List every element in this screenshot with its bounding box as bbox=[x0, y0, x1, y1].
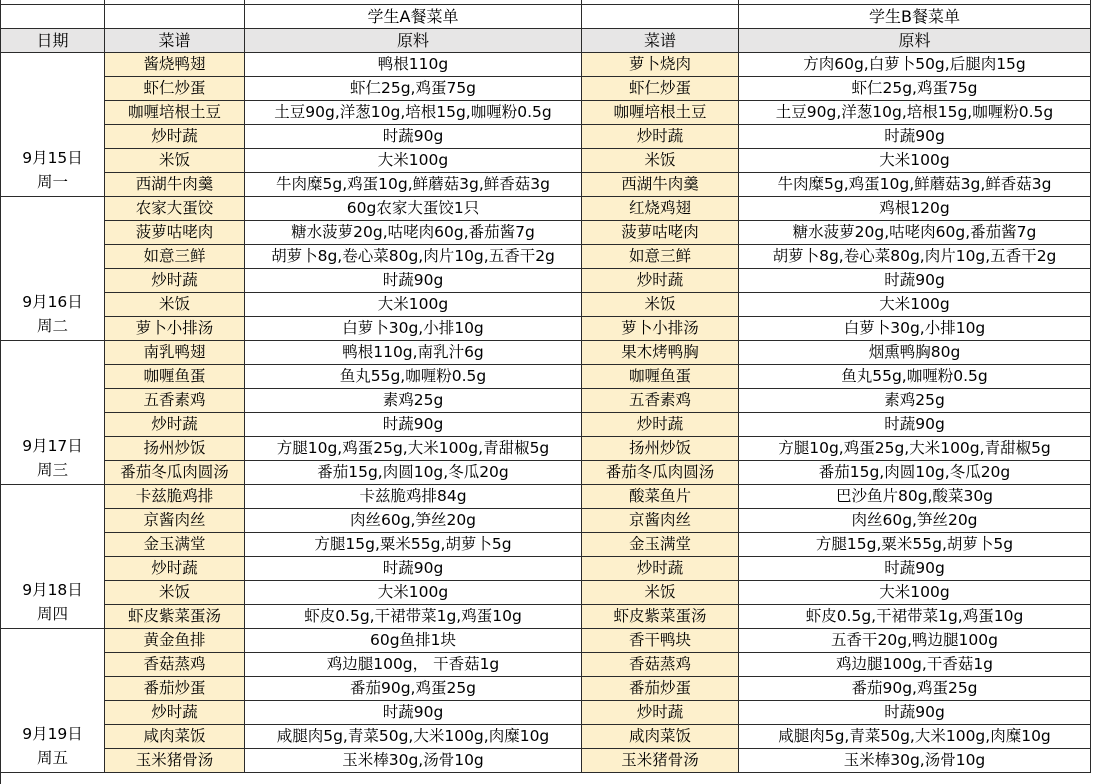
weekday-label: 周五 bbox=[36, 749, 68, 767]
b-dish-cell[interactable]: 咖喱培根土豆 bbox=[582, 101, 739, 125]
weekday-label: 周三 bbox=[36, 461, 68, 479]
b-ingredients-cell[interactable]: 时蔬90g bbox=[739, 125, 1091, 149]
menu-row bbox=[1, 245, 1091, 269]
menu-row bbox=[1, 101, 1091, 125]
a-dish-cell[interactable]: 炒时蔬 bbox=[105, 125, 245, 149]
b-ingredients-cell[interactable]: 大米100g bbox=[739, 581, 1091, 605]
menu-row bbox=[1, 269, 1091, 293]
b-dish-cell[interactable]: 金玉满堂 bbox=[582, 533, 739, 557]
blank-cell[interactable] bbox=[1, 5, 105, 29]
b-ingredients-cell[interactable]: 白萝卜30g,小排10g bbox=[739, 317, 1091, 341]
menu-row bbox=[1, 221, 1091, 245]
b-dish-cell[interactable]: 五香素鸡 bbox=[582, 389, 739, 413]
a-ingredients-cell[interactable]: 番茄15g,肉圆10g,冬瓜20g bbox=[245, 461, 582, 485]
weekday-label: 周一 bbox=[36, 173, 68, 191]
b-dish-cell[interactable]: 西湖牛肉羹 bbox=[582, 173, 739, 197]
a-ingredients-cell[interactable]: 60g农家大蛋饺1只 bbox=[245, 197, 582, 221]
menu-row bbox=[1, 509, 1091, 533]
a-dish-cell[interactable]: 西湖牛肉羹 bbox=[105, 173, 245, 197]
b-ingredients-cell[interactable]: 鱼丸55g,咖喱粉0.5g bbox=[739, 365, 1091, 389]
menu-b-title[interactable]: 学生B餐菜单 bbox=[739, 5, 1091, 29]
b-ingredients-cell[interactable]: 胡萝卜8g,卷心菜80g,肉片10g,五香干2g bbox=[739, 245, 1091, 269]
b-ingredients-cell[interactable]: 烟熏鸭胸80g bbox=[739, 341, 1091, 365]
b-ingredients-cell[interactable]: 鸡边腿100g,干香菇1g bbox=[739, 653, 1091, 677]
a-dish-cell[interactable]: 玉米猪骨汤 bbox=[105, 749, 245, 773]
a-dish-cell[interactable]: 农家大蛋饺 bbox=[105, 197, 245, 221]
menu-row bbox=[1, 605, 1091, 629]
a-ingredients-cell[interactable]: 胡萝卜8g,卷心菜80g,肉片10g,五香干2g bbox=[245, 245, 582, 269]
header-date[interactable]: 日期 bbox=[1, 29, 105, 53]
a-dish-cell[interactable]: 酱烧鸭翅 bbox=[105, 53, 245, 77]
menu-row bbox=[1, 413, 1091, 437]
a-dish-cell[interactable]: 金玉满堂 bbox=[105, 533, 245, 557]
weekday-label: 周四 bbox=[36, 605, 68, 623]
menu-row bbox=[1, 125, 1091, 149]
b-dish-cell[interactable]: 番茄炒蛋 bbox=[582, 677, 739, 701]
b-dish-cell[interactable]: 扬州炒饭 bbox=[582, 437, 739, 461]
b-dish-cell[interactable]: 如意三鲜 bbox=[582, 245, 739, 269]
b-ingredients-cell[interactable]: 方肉60g,白萝卜50g,后腿肉15g bbox=[739, 53, 1091, 77]
date-label: 9月18日 bbox=[22, 581, 83, 599]
a-dish-cell[interactable]: 炒时蔬 bbox=[105, 701, 245, 725]
a-dish-cell[interactable]: 京酱肉丝 bbox=[105, 509, 245, 533]
menu-row bbox=[1, 149, 1091, 173]
b-dish-cell[interactable]: 咖喱鱼蛋 bbox=[582, 365, 739, 389]
b-ingredients-cell[interactable]: 时蔬90g bbox=[739, 557, 1091, 581]
b-ingredients-cell[interactable]: 大米100g bbox=[739, 293, 1091, 317]
a-ingredients-cell[interactable]: 白萝卜30g,小排10g bbox=[245, 317, 582, 341]
a-dish-cell[interactable]: 米饭 bbox=[105, 293, 245, 317]
menu-row bbox=[1, 629, 1091, 653]
a-dish-cell[interactable]: 香菇蒸鸡 bbox=[105, 653, 245, 677]
a-dish-cell[interactable]: 五香素鸡 bbox=[105, 389, 245, 413]
a-ingredients-cell[interactable]: 大米100g bbox=[245, 149, 582, 173]
a-ingredients-cell[interactable]: 时蔬90g bbox=[245, 701, 582, 725]
date-cell[interactable] bbox=[1, 53, 105, 197]
a-ingredients-cell[interactable]: 鱼丸55g,咖喱粉0.5g bbox=[245, 365, 582, 389]
b-dish-cell[interactable]: 米饭 bbox=[582, 293, 739, 317]
a-dish-cell[interactable]: 虾仁炒蛋 bbox=[105, 77, 245, 101]
b-dish-cell[interactable]: 菠萝咕咾肉 bbox=[582, 221, 739, 245]
a-ingredients-cell[interactable]: 时蔬90g bbox=[245, 125, 582, 149]
date-label: 9月19日 bbox=[22, 725, 83, 743]
blank-cell[interactable] bbox=[582, 5, 739, 29]
title-row bbox=[1, 5, 1091, 29]
b-ingredients-cell[interactable]: 咸腿肉5g,青菜50g,大米100g,肉糜10g bbox=[739, 725, 1091, 749]
a-ingredients-cell[interactable]: 素鸡25g bbox=[245, 389, 582, 413]
menu-row bbox=[1, 437, 1091, 461]
b-ingredients-cell[interactable]: 土豆90g,洋葱10g,培根15g,咖喱粉0.5g bbox=[739, 101, 1091, 125]
a-ingredients-cell[interactable]: 方腿15g,粟米55g,胡萝卜5g bbox=[245, 533, 582, 557]
b-dish-cell[interactable]: 虾仁炒蛋 bbox=[582, 77, 739, 101]
b-ingredients-cell[interactable]: 方腿10g,鸡蛋25g,大米100g,青甜椒5g bbox=[739, 437, 1091, 461]
b-ingredients-cell[interactable]: 时蔬90g bbox=[739, 701, 1091, 725]
b-dish-cell[interactable]: 番茄冬瓜肉圆汤 bbox=[582, 461, 739, 485]
b-ingredients-cell[interactable]: 虾皮0.5g,干裙带菜1g,鸡蛋10g bbox=[739, 605, 1091, 629]
a-dish-cell[interactable]: 咸肉菜饭 bbox=[105, 725, 245, 749]
a-ingredients-cell[interactable]: 方腿10g,鸡蛋25g,大米100g,青甜椒5g bbox=[245, 437, 582, 461]
a-ingredients-cell[interactable]: 牛肉糜5g,鸡蛋10g,鲜蘑菇3g,鲜香菇3g bbox=[245, 173, 582, 197]
a-dish-cell[interactable]: 黄金鱼排 bbox=[105, 629, 245, 653]
a-dish-cell[interactable]: 炒时蔬 bbox=[105, 269, 245, 293]
a-ingredients-cell[interactable]: 土豆90g,洋葱10g,培根15g,咖喱粉0.5g bbox=[245, 101, 582, 125]
a-ingredients-cell[interactable]: 虾仁25g,鸡蛋75g bbox=[245, 77, 582, 101]
weekday-label: 周二 bbox=[36, 317, 68, 335]
menu-row bbox=[1, 365, 1091, 389]
b-dish-cell[interactable]: 炒时蔬 bbox=[582, 125, 739, 149]
b-ingredients-cell[interactable]: 时蔬90g bbox=[739, 269, 1091, 293]
a-ingredients-cell[interactable]: 卡兹脆鸡排84g bbox=[245, 485, 582, 509]
menu-row bbox=[1, 725, 1091, 749]
b-dish-cell[interactable]: 红烧鸡翅 bbox=[582, 197, 739, 221]
menu-row bbox=[1, 293, 1091, 317]
header-row bbox=[1, 29, 1091, 53]
menu-row bbox=[1, 389, 1091, 413]
b-ingredients-cell[interactable]: 大米100g bbox=[739, 149, 1091, 173]
a-ingredients-cell[interactable]: 肉丝60g,笋丝20g bbox=[245, 509, 582, 533]
a-ingredients-cell[interactable]: 鸭根110g bbox=[245, 53, 582, 77]
a-ingredients-cell[interactable]: 玉米棒30g,汤骨10g bbox=[245, 749, 582, 773]
a-dish-cell[interactable]: 炒时蔬 bbox=[105, 557, 245, 581]
b-dish-cell[interactable]: 炒时蔬 bbox=[582, 701, 739, 725]
date-cell[interactable] bbox=[1, 341, 105, 485]
date-cell[interactable] bbox=[1, 485, 105, 629]
date-label: 9月17日 bbox=[22, 437, 83, 455]
b-dish-cell[interactable]: 炒时蔬 bbox=[582, 269, 739, 293]
header-a-ingredients[interactable]: 原料 bbox=[245, 29, 582, 53]
header-b-dish[interactable]: 菜谱 bbox=[582, 29, 739, 53]
a-ingredients-cell[interactable]: 时蔬90g bbox=[245, 413, 582, 437]
b-dish-cell[interactable]: 萝卜烧肉 bbox=[582, 53, 739, 77]
b-ingredients-cell[interactable]: 虾仁25g,鸡蛋75g bbox=[739, 77, 1091, 101]
b-ingredients-cell[interactable]: 糖水菠萝20g,咕咾肉60g,番茄酱7g bbox=[739, 221, 1091, 245]
a-dish-cell[interactable]: 萝卜小排汤 bbox=[105, 317, 245, 341]
b-dish-cell[interactable]: 香菇蒸鸡 bbox=[582, 653, 739, 677]
menu-row bbox=[1, 317, 1091, 341]
a-ingredients-cell[interactable]: 时蔬90g bbox=[245, 269, 582, 293]
a-ingredients-cell[interactable]: 大米100g bbox=[245, 581, 582, 605]
menu-row bbox=[1, 749, 1091, 773]
a-dish-cell[interactable]: 如意三鲜 bbox=[105, 245, 245, 269]
a-ingredients-cell[interactable]: 糖水菠萝20g,咕咾肉60g,番茄酱7g bbox=[245, 221, 582, 245]
a-dish-cell[interactable]: 虾皮紫菜蛋汤 bbox=[105, 605, 245, 629]
a-ingredients-cell[interactable]: 虾皮0.5g,干裙带菜1g,鸡蛋10g bbox=[245, 605, 582, 629]
a-dish-cell[interactable]: 南乳鸭翅 bbox=[105, 341, 245, 365]
menu-row bbox=[1, 701, 1091, 725]
a-dish-cell[interactable]: 咖喱培根土豆 bbox=[105, 101, 245, 125]
b-ingredients-cell[interactable]: 素鸡25g bbox=[739, 389, 1091, 413]
a-ingredients-cell[interactable]: 番茄90g,鸡蛋25g bbox=[245, 677, 582, 701]
menu-a-title[interactable]: 学生A餐菜单 bbox=[245, 5, 582, 29]
a-dish-cell[interactable]: 咖喱鱼蛋 bbox=[105, 365, 245, 389]
a-dish-cell[interactable]: 菠萝咕咾肉 bbox=[105, 221, 245, 245]
header-a-dish[interactable]: 菜谱 bbox=[105, 29, 245, 53]
a-dish-cell[interactable]: 番茄炒蛋 bbox=[105, 677, 245, 701]
a-dish-cell[interactable]: 米饭 bbox=[105, 149, 245, 173]
b-dish-cell[interactable]: 炒时蔬 bbox=[582, 413, 739, 437]
a-ingredients-cell[interactable]: 大米100g bbox=[245, 293, 582, 317]
a-ingredients-cell[interactable]: 鸭根110g,南乳汁6g bbox=[245, 341, 582, 365]
b-dish-cell[interactable]: 酸菜鱼片 bbox=[582, 485, 739, 509]
b-dish-cell[interactable]: 玉米猪骨汤 bbox=[582, 749, 739, 773]
a-dish-cell[interactable]: 扬州炒饭 bbox=[105, 437, 245, 461]
date-label: 9月16日 bbox=[22, 293, 83, 311]
menu-row bbox=[1, 581, 1091, 605]
menu-row bbox=[1, 461, 1091, 485]
menu-row bbox=[1, 53, 1091, 77]
b-dish-cell[interactable]: 萝卜小排汤 bbox=[582, 317, 739, 341]
b-ingredients-cell[interactable]: 牛肉糜5g,鸡蛋10g,鲜蘑菇3g,鲜香菇3g bbox=[739, 173, 1091, 197]
b-ingredients-cell[interactable]: 番茄90g,鸡蛋25g bbox=[739, 677, 1091, 701]
blank-cell[interactable] bbox=[105, 5, 245, 29]
menu-row bbox=[1, 197, 1091, 221]
b-ingredients-cell[interactable]: 玉米棒30g,汤骨10g bbox=[739, 749, 1091, 773]
date-label: 9月15日 bbox=[22, 149, 83, 167]
menu-row bbox=[1, 485, 1091, 509]
a-dish-cell[interactable]: 番茄冬瓜肉圆汤 bbox=[105, 461, 245, 485]
a-ingredients-cell[interactable]: 60g鱼排1块 bbox=[245, 629, 582, 653]
date-cell[interactable] bbox=[1, 197, 105, 341]
b-dish-cell[interactable]: 米饭 bbox=[582, 581, 739, 605]
b-ingredients-cell[interactable]: 番茄15g,肉圆10g,冬瓜20g bbox=[739, 461, 1091, 485]
a-ingredients-cell[interactable]: 咸腿肉5g,青菜50g,大米100g,肉糜10g bbox=[245, 725, 582, 749]
b-ingredients-cell[interactable]: 五香干20g,鸭边腿100g bbox=[739, 629, 1091, 653]
b-ingredients-cell[interactable]: 方腿15g,粟米55g,胡萝卜5g bbox=[739, 533, 1091, 557]
b-dish-cell[interactable]: 香干鸭块 bbox=[582, 629, 739, 653]
date-cell[interactable] bbox=[1, 629, 105, 773]
menu-row bbox=[1, 173, 1091, 197]
b-dish-cell[interactable]: 炒时蔬 bbox=[582, 557, 739, 581]
menu-row bbox=[1, 341, 1091, 365]
b-ingredients-cell[interactable]: 鸡根120g bbox=[739, 197, 1091, 221]
b-dish-cell[interactable]: 京酱肉丝 bbox=[582, 509, 739, 533]
menu-row bbox=[1, 533, 1091, 557]
a-dish-cell[interactable]: 米饭 bbox=[105, 581, 245, 605]
header-b-ingredients[interactable]: 原料 bbox=[739, 29, 1091, 53]
b-dish-cell[interactable]: 果木烤鸭胸 bbox=[582, 341, 739, 365]
menu-row bbox=[1, 653, 1091, 677]
a-dish-cell[interactable]: 炒时蔬 bbox=[105, 413, 245, 437]
b-dish-cell[interactable]: 虾皮紫菜蛋汤 bbox=[582, 605, 739, 629]
b-dish-cell[interactable]: 咸肉菜饭 bbox=[582, 725, 739, 749]
b-dish-cell[interactable]: 米饭 bbox=[582, 149, 739, 173]
b-ingredients-cell[interactable]: 时蔬90g bbox=[739, 413, 1091, 437]
a-ingredients-cell[interactable]: 时蔬90g bbox=[245, 557, 582, 581]
menu-row bbox=[1, 77, 1091, 101]
b-ingredients-cell[interactable]: 巴沙鱼片80g,酸菜30g bbox=[739, 485, 1091, 509]
b-ingredients-cell[interactable]: 肉丝60g,笋丝20g bbox=[739, 509, 1091, 533]
menu-row bbox=[1, 677, 1091, 701]
menu-row bbox=[1, 557, 1091, 581]
a-ingredients-cell[interactable]: 鸡边腿100g， 干香菇1g bbox=[245, 653, 582, 677]
a-dish-cell[interactable]: 卡兹脆鸡排 bbox=[105, 485, 245, 509]
